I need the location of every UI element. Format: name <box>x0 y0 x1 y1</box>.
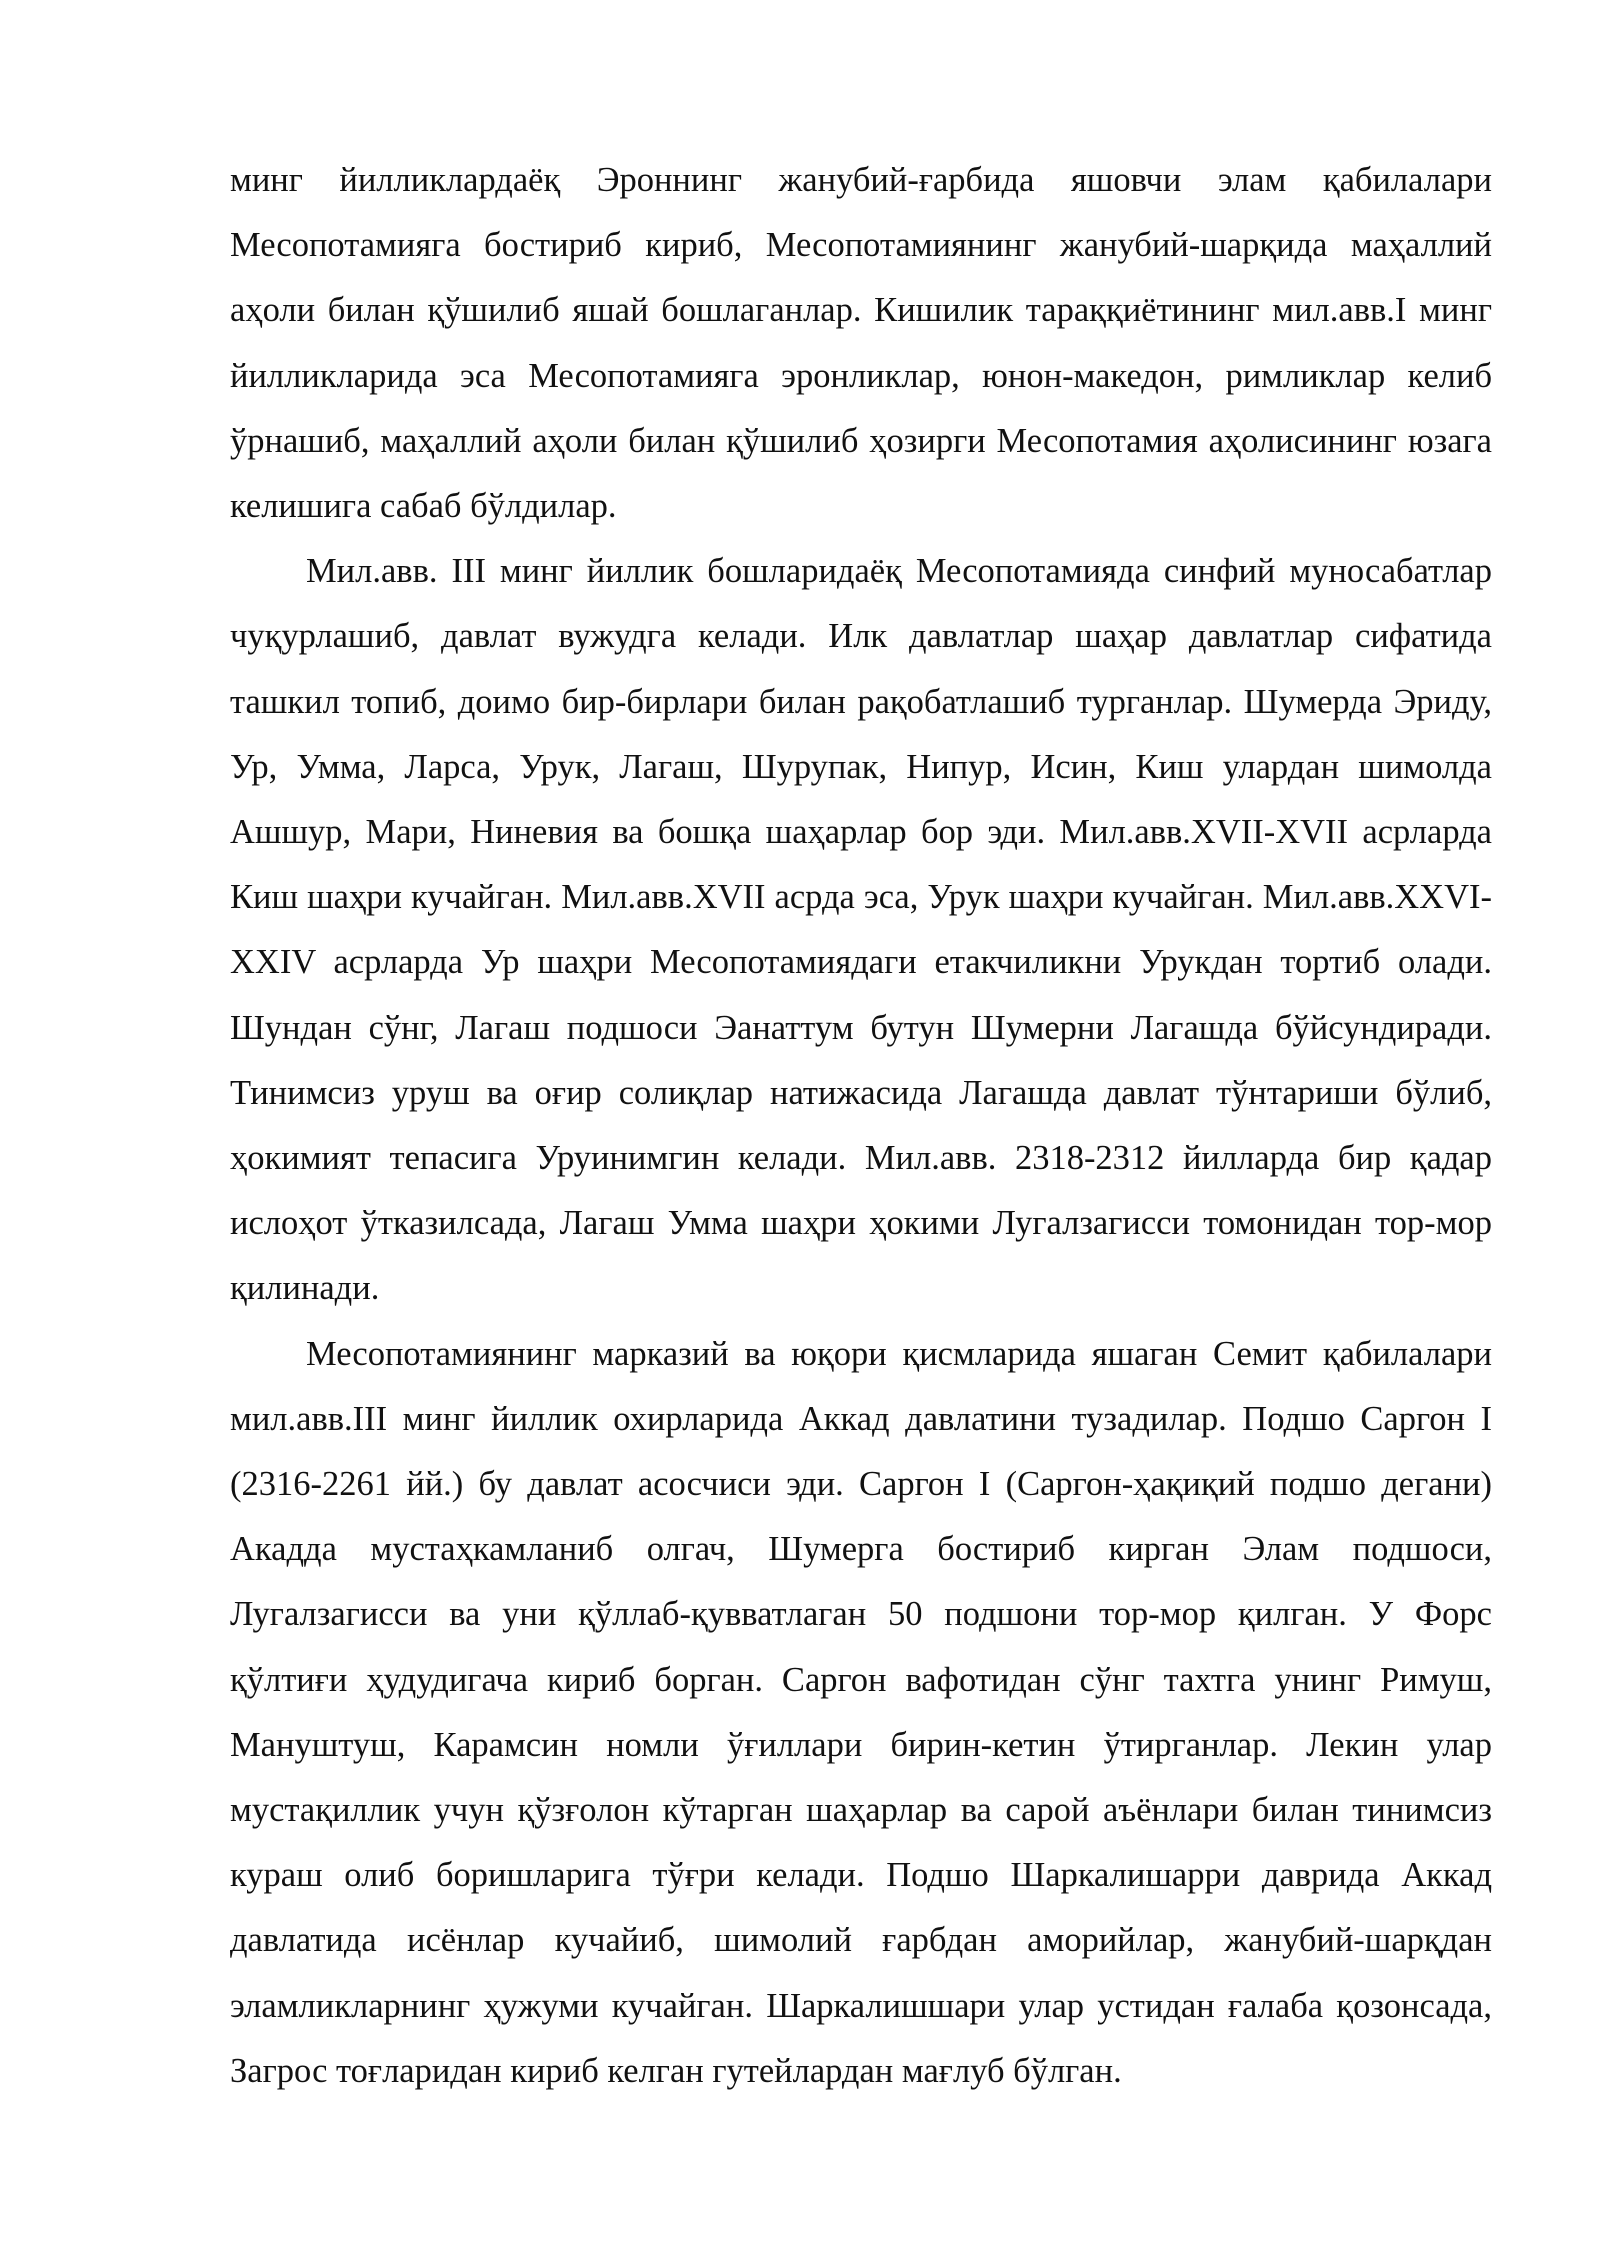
paragraph-continuation: минг йилликлардаёқ Эроннинг жанубий-ғарбида яшовчи элам қабилалари Месопотамияга бостириб кириб, Месопотамиянинг жанубий-шарқида маҳаллий аҳоли билан қўшилиб яшай бошлаганлар. Кишилик тараққиётининг мил.авв.I минг йилликларида эса Месопотамияга эронликлар, юнон-македон, римликлар келиб ўрнашиб, маҳаллий аҳоли билан қўшилиб ҳозирги Месопотамия аҳолисининг юзага келишига сабаб бўлдилар. <box>230 161 1492 526</box>
paragraph-city-states: Мил.авв. III минг йиллик бошларидаёқ Месопотамияда синфий муносабатлар чуқурлашиб, давлат вужудга келади. Илк давлатлар шаҳар давлатлар сифатида ташкил топиб, доимо бир-бирлари билан рақобатлашиб турганлар. Шумерда Эриду, Ур, Умма, Ларса, Урук, Лагаш, Шурупак, Нипур, Исин, Киш улардан шимолда Ашшур, Мари, Ниневия ва бошқа шаҳарлар бор эди. Мил.авв.XVII-XVII асрларда Киш шаҳри кучайган. Мил.авв.XVII асрда эса, Урук шаҳри кучайган. Мил.авв.XXVI-XXIV асрларда Ур шаҳри Месопотамиядаги етакчиликни Урукдан тортиб олади. Шундан сўнг, Лагаш подшоси Эанаттум бутун Шумерни Лагашда бўйсундиради. Тинимсиз уруш ва оғир солиқлар натижасида Лагашда давлат тўнтариши бўлиб, ҳокимият тепасига Уруинимгин келади. Мил.авв. 2318-2312 йилларда бир қадар ислоҳот ўтказилсада, Лагаш Умма шаҳри ҳокими Лугалзагисси томонидан тор-мор қилинади. <box>230 552 1492 1308</box>
document-body <box>230 148 1492 2104</box>
paragraph-akkad-state: Месопотамиянинг марказий ва юқори қисмларида яшаган Семит қабилалари мил.авв.III минг йиллик охирларида Аккад давлатини тузадилар. Подшо Саргон I (2316-2261 йй.) бу давлат асосчиси эди. Саргон I (Саргон-ҳақиқий подшо дегани) Акадда мустаҳкамланиб олгач, Шумерга бостириб кирган Элам подшоси, Лугалзагисси ва уни қўллаб-қувватлаган 50 подшони тор-мор қилган. У Форс қўлтиғи ҳудудигача кириб борган. Саргон вафотидан сўнг тахтга унинг Римуш, Мануштуш, Карамсин номли ўғиллари бирин-кетин ўтирганлар. Лекин улар мустақиллик учун қўзғолон кўтарган шаҳарлар ва сарой аъёнлари билан тинимсиз кураш олиб боришларига тўғри келади. Подшо Шаркалишарри даврида Аккад давлатида исёнлар кучайиб, шимолий ғарбдан аморийлар, жанубий-шарқдан эламликларнинг ҳужуми кучайган. Шаркалишшари улар устидан ғалаба қозонсада, Загрос тоғларидан кириб келган гутейлардан мағлуб бўлган. <box>230 1334 1492 2090</box>
